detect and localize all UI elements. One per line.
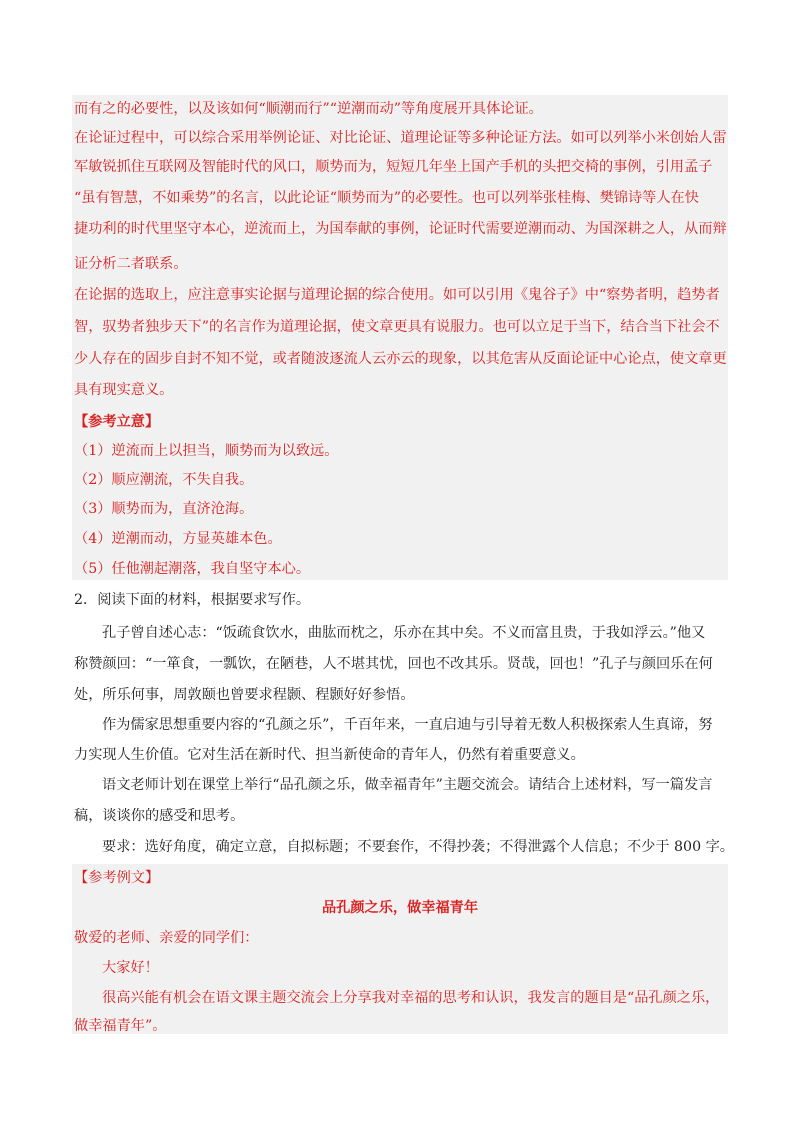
sample-hello: 大家好！ [102, 960, 159, 976]
requirements-line: 要求：选好角度，确定立意，自拟标题；不要套作，不得抄袭；不得泄露个人信息；不少于 800 字。 [102, 839, 734, 855]
ref-theme-heading: 【参考立意】 [74, 414, 160, 430]
material-line: 力实现人生价值。它对生活在新时代、担当新使命的青年人，仍然有着重要意义。 [74, 747, 585, 763]
guide-line: 具有现实意义。 [74, 382, 174, 398]
ref-theme-item: （5）任他潮起潮落，我自坚守本心。 [74, 561, 311, 577]
material-line: 称赞颜回：“一箪食，一瓢饮，在陋巷，人不堪其忧，回也不改其乐。贤哉，回也！”孔子与颜回乐在何 [74, 656, 713, 672]
sample-body-line: 做幸福青年”。 [74, 1018, 167, 1034]
ref-theme-item: （4）逆潮而动，方显英雄本色。 [74, 531, 282, 547]
sample-essay-block [72, 864, 728, 1034]
question-prompt: 2．阅读下面的材料，根据要求写作。 [74, 592, 311, 608]
guide-line: 在论证过程中，可以综合采用举例论证、对比论证、道理论证等多种论证方法。如可以列举小米创始人雷 [74, 130, 727, 146]
ref-theme-item: （3）顺势而为，直济沧海。 [74, 501, 254, 517]
material-line: 孔子曾自述心志：“饭疏食饮水，曲肱而枕之，乐亦在其中矣。不义而富且贵，于我如浮云。”他又 [102, 625, 706, 641]
sample-heading: 【参考例文】 [74, 870, 160, 886]
material-line: 稿，谈谈你的感受和思考。 [74, 808, 245, 824]
sample-title: 品孔颜之乐，做幸福青年 [321, 900, 479, 916]
guide-line: 少人存在的固步自封不知不觉，或者随波逐流人云亦云的现象，以其危害从反面论证中心论点，使文章更 [74, 351, 727, 367]
material-line: 作为儒家思想重要内容的“孔颜之乐”，千百年来，一直启迪与引导着无数人积极探索人生真谛，努 [102, 717, 713, 733]
ref-theme-item: （2）顺应潮流，不失自我。 [74, 472, 254, 488]
sample-greeting: 敬爱的老师、亲爱的同学们： [74, 930, 259, 946]
sample-body-line: 很高兴能有机会在语文课主题交流会上分享我对幸福的思考和认识，我发言的题目是“品孔颜之乐， [102, 990, 720, 1006]
guide-line: “虽有智慧，不如乘势”的名言，以此论证“顺势而为”的必要性。也可以列举张桂梅、樊锦诗等人在快 [74, 190, 699, 206]
guide-line: 在论据的选取上，应注意事实论据与道理论据的综合使用。如可以引用《鬼谷子》中“察势者明，趋势者 [74, 287, 720, 303]
guide-line: 军敏锐抓住互联网及智能时代的风口，顺势而为，短短几年坐上国产手机的头把交椅的事例，引用孟子 [74, 159, 713, 175]
guide-line: 智，驭势者独步天下”的名言作为道理论据，使文章更具有说服力。也可以立足于当下，结合当下社会不 [74, 319, 720, 335]
guide-line: 捷功利的时代里坚守本心，逆流而上，为国奉献的事例，论证时代需要逆潮而动、为国深耕之人，从而辩 [74, 221, 727, 237]
guide-line: 证分析二者联系。 [74, 256, 188, 272]
guide-line: 而有之的必要性，以及该如何“顺潮而行”“逆潮而动”等角度展开具体论证。 [74, 101, 543, 117]
material-line: 语文老师计划在课堂上举行“品孔颜之乐，做幸福青年”主题交流会。请结合上述材料，写一篇发言 [102, 777, 713, 793]
ref-theme-item: （1）逆流而上以担当，顺势而为以致远。 [74, 443, 339, 459]
material-line: 处，所乐何事，周敦颐也曾要求程颢、程颢好好参悟。 [74, 687, 415, 703]
